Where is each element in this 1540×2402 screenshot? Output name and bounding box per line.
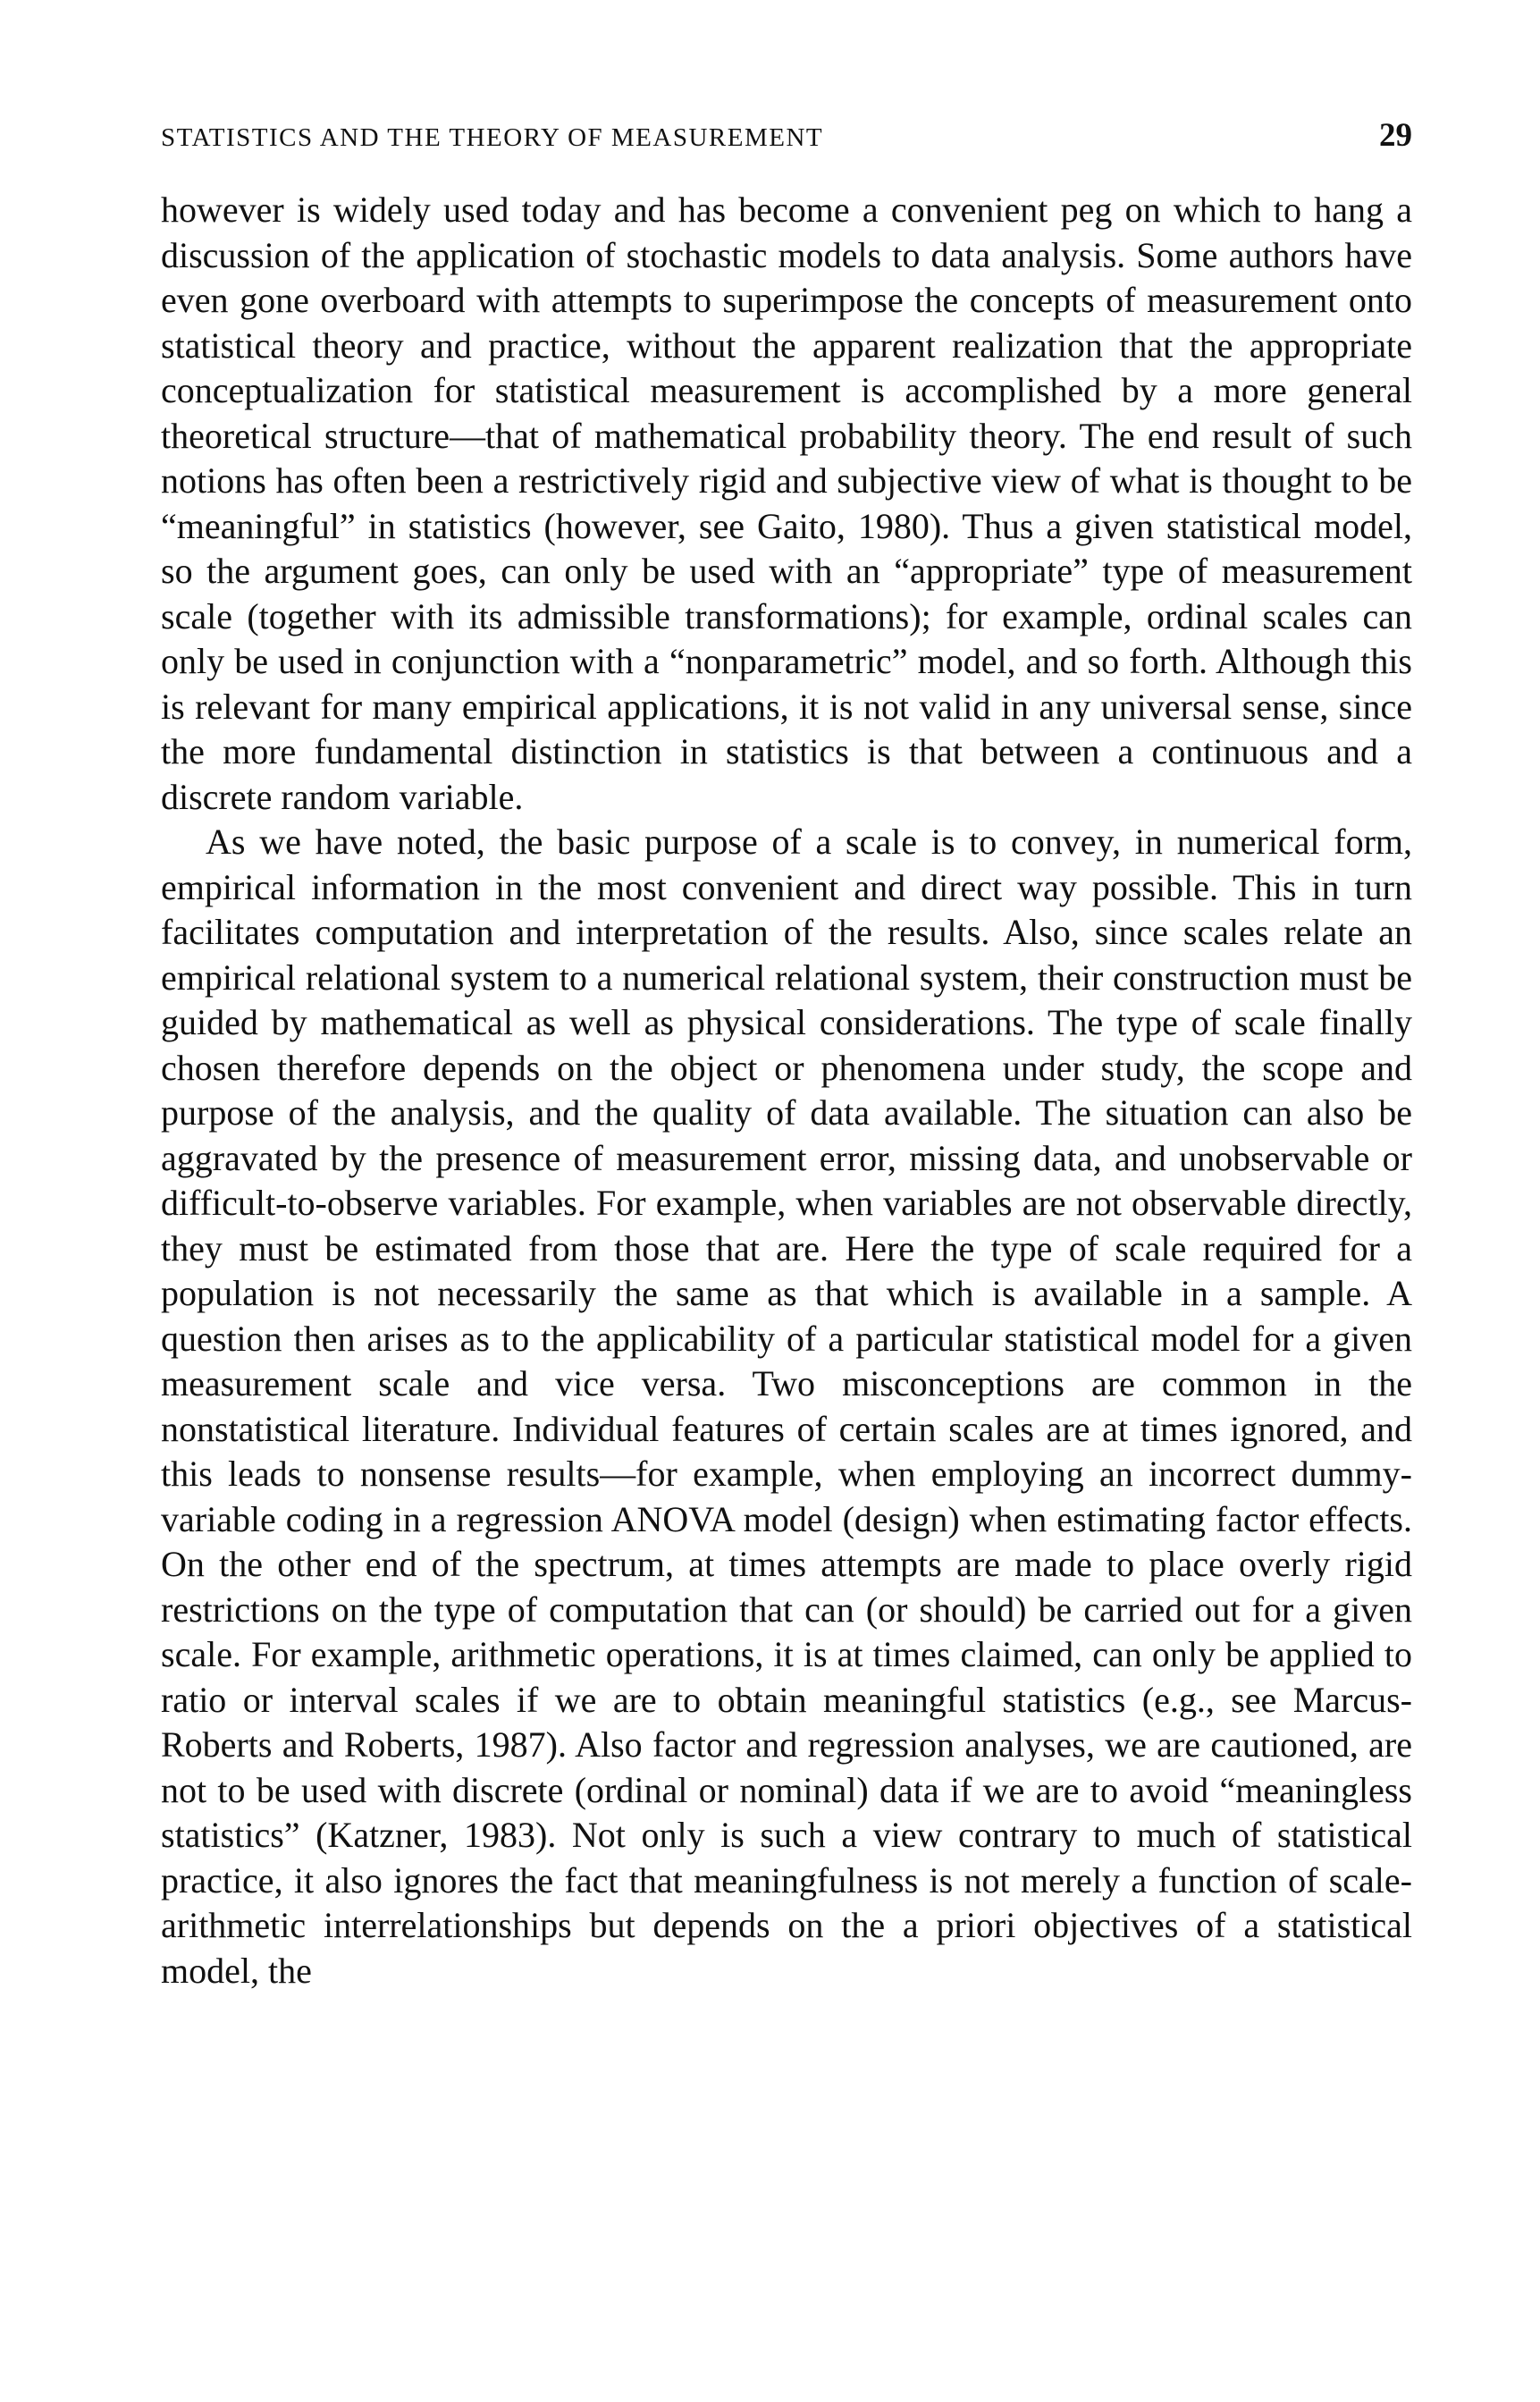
running-title: STATISTICS AND THE THEORY OF MEASUREMENT — [161, 123, 824, 152]
book-page — [161, 116, 1412, 1993]
running-head — [161, 116, 1412, 170]
page-number: 29 — [1379, 117, 1412, 154]
paragraph-continuation: however is widely used today and has become a convenient peg on which to hang a discussion of the application of stochastic models to data analysis. Some authors have even gone overboard with attempts to superimpose the concepts of measurement onto statistical theory and practice, without the apparent realization that the appropriate conceptualization for statistical measurement is accomplished by a more general theoretical structure—that of mathematical probability theory. The end result of such notions has often been a restrictively rigid and subjective view of what is thought to be “meaningful” in statistics (however, see Gaito, 1980). Thus a given statistical model, so the argument goes, can only be used with an “appropriate” type of measurement scale (together with its admissible transformations); for example, ordinal scales can only be used in conjunction with a “nonparametric” model, and so forth. Although this is relevant for many empirical applications, it is not valid in any universal sense, since the more fundamental distinction in statistics is that between a continuous and a discrete random variable. — [161, 190, 1412, 817]
body-text — [161, 188, 1412, 1993]
paragraph-scale-purpose: As we have noted, the basic purpose of a scale is to convey, in numerical form, empirical information in the most convenient and direct way possible. This in turn facilitates computation and interpretation of the results. Also, since scales relate an empirical relational system to a numerical relational system, their construction must be guided by mathematical as well as physical considerations. The type of scale finally chosen therefore depends on the object or phenomena under study, the scope and purpose of the analysis, and the quality of data available. The situation can also be aggravated by the presence of measurement error, missing data, and unobservable or difficult-to-observe variables. For example, when variables are not observable directly, they must be estimated from those that are. Here the type of scale required for a population is not necessarily the same as that which is available in a sample. A question then arises as to the applicability of a particular statistical model for a given measurement scale and vice versa. Two misconceptions are common in the nonstatistical literature. Individual features of certain scales are at times ignored, and this leads to nonsense results—for example, when employing an incorrect dummy-variable coding in a regression ANOVA model (design) when estimating factor effects. On the other end of the spectrum, at times attempts are made to place overly rigid restrictions on the type of computation that can (or should) be carried out for a given scale. For example, arithmetic operations, it is at times claimed, can only be applied to ratio or interval scales if we are to obtain meaningful statistics (e.g., see Marcus-Roberts and Roberts, 1987). Also factor and regression analyses, we are cautioned, are not to be used with discrete (ordinal or nominal) data if we are to avoid “meaningless statistics” (Katzner, 1983). Not only is such a view contrary to much of statistical practice, it also ignores the fact that meaningfulness is not merely a function of scale-arithmetic interrelationships but depends on the a priori objectives of a statistical model, the — [161, 822, 1412, 1991]
